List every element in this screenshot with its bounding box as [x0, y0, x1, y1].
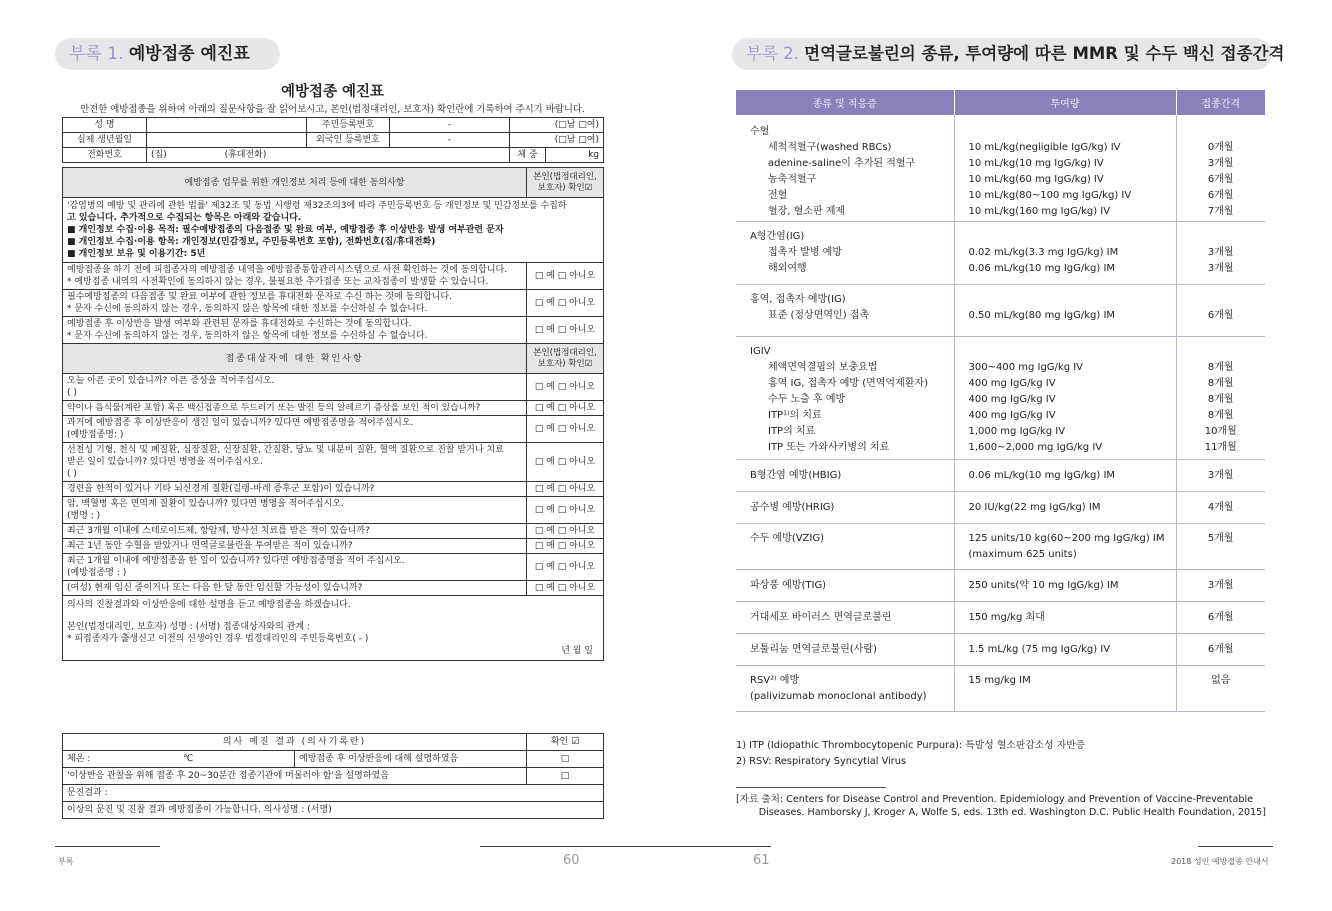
legal-line-4: ■ 개인정보 수집·이용 항목: 개인정보(민감정보, 주민등록번호 포함), 전화번호(집/휴대전화): [67, 237, 436, 247]
name-field[interactable]: [147, 118, 307, 133]
type-item: 세척적혈구(washed RBCs): [768, 142, 892, 153]
question-9: [63, 554, 527, 581]
question-3-blank[interactable]: (예방접종명: ): [67, 430, 124, 440]
legal-line-5: ■ 개인정보 보유 및 이용기간: 5년: [67, 249, 206, 259]
form-intro: 안전한 예방접종을 위하여 아래의 질문사항을 잘 읽어보시고, 본인(법정대리인, 보호자) 확인란에 기록하여 주시기 바랍니다.: [80, 104, 585, 115]
table-row: [736, 570, 1265, 602]
dose-item: 10 mL/kg(10 mg IgG/kg) IV: [968, 158, 1104, 169]
interval-item: 3개월: [1207, 263, 1234, 274]
type-cell: [736, 285, 954, 337]
signature-rrn-line[interactable]: * 피접종자가 출생신고 이전의 신생아인 경우 법정대리인의 주민등록번호( - ): [67, 634, 369, 644]
question-6-text: 암, 백혈병 혹은 면역계 질환이 있습니까? 있다면 병명을 적어주십시오.: [67, 499, 344, 509]
type-item-note: (palivizumab monoclonal antibody): [750, 691, 927, 702]
explain-text: 예방접종 후 이상반응에 대해 설명하였음: [295, 751, 527, 768]
interval-item: 8개월: [1207, 378, 1234, 389]
group-title: A형간염(IG): [750, 231, 805, 242]
interval-cell: [1176, 222, 1265, 285]
interval-cell: 없음: [1176, 666, 1265, 712]
dose-item: 10 mL/kg(negligible IgG/kg) IV: [968, 142, 1121, 153]
col-header-interval: 접종간격: [1176, 90, 1265, 115]
table-row: [736, 634, 1265, 666]
question-9-checkbox[interactable]: □ 예 □ 아니오: [527, 554, 604, 581]
type-item: 혈장, 혈소판 제제: [768, 206, 846, 217]
footnote-rule: [736, 787, 886, 788]
question-6-checkbox[interactable]: □ 예 □ 아니오: [527, 497, 604, 524]
dose-cell: [954, 337, 1176, 460]
dose-item: 0.06 mL/kg(10 mg IgG/kg) IM: [968, 263, 1116, 274]
immunoglobulin-table: [736, 90, 1265, 712]
dose-item-note: (maximum 625 units): [968, 549, 1077, 560]
question-5-checkbox[interactable]: □ 예 □ 아니오: [527, 482, 604, 497]
footer-rule-right-short: [1198, 846, 1273, 847]
dose-item: 300~400 mg IgG/kg IV: [968, 362, 1084, 373]
interval-item: 11개월: [1204, 442, 1237, 453]
consent-item-2-text: 필수예방접종의 다음접종 및 완료 여부에 관한 정보를 휴대전화 문자로 수신 하는 것에 동의합니다.: [67, 292, 452, 302]
footer-section: 부록: [58, 857, 74, 866]
question-10-checkbox[interactable]: □ 예 □ 아니오: [527, 581, 604, 596]
questions-confirm-header: 본인(법정대리인, 보호자) 확인☑: [527, 344, 604, 374]
type-item: 해외여행: [768, 263, 807, 274]
gender-select-1[interactable]: (□남 □여): [510, 118, 604, 133]
source-citation: [736, 793, 1266, 819]
dob-label: 실제 생년월일: [63, 133, 147, 148]
dose-item: 0.02 mL/kg(3.3 mg IgG/kg) IM: [968, 247, 1119, 258]
mobile-phone-label: (휴대전화): [224, 150, 267, 160]
source-line-1: [자료 출처: Centers for Disease Control and Prevention. Epidemiology and Prevention of Vaccine-Preventable: [736, 794, 1254, 805]
table-row: [736, 115, 1265, 222]
consent-question-table: [62, 167, 604, 661]
temperature-label: 체온 :: [67, 754, 91, 764]
interval-item: 6개월: [1207, 190, 1234, 201]
interval-item: 8개월: [1207, 394, 1234, 405]
question-4-text-2: 받은 일이 있습니까? 있다면 병명을 적어주십시오.: [67, 457, 263, 467]
legal-line-3: ■ 개인정보 수집·이용 목적: 필수예방접종의 다음접종 및 완료 여부, 예방접종 후 이상반응 발생 여부관련 문자: [67, 225, 504, 235]
interval-cell: 6개월: [1176, 285, 1265, 337]
table-row: [736, 602, 1265, 634]
dose-item: 1,600~2,000 mg IgG/kg IV: [968, 442, 1103, 453]
consent-confirm-header: 본인(법정대리인, 보호자) 확인☑: [527, 168, 604, 198]
footnotes: [736, 738, 1085, 770]
interval-item: 3개월: [1207, 247, 1234, 258]
footnote-1: 1) ITP (Idiopathic Thrombocytopenic Purpura): 특발성 혈소판감소성 자반증: [736, 740, 1086, 751]
dose-item: 10 mL/kg(60 mg IgG/kg) IV: [968, 174, 1104, 185]
dose-item: 400 mg IgG/kg IV: [968, 410, 1056, 421]
dose-cell: 15 mg/kg IM: [954, 666, 1176, 712]
dose-cell: 1.5 mL/kg (75 mg IgG/kg) IV: [954, 634, 1176, 666]
temperature-unit: ℃: [183, 754, 194, 764]
interval-item: 6개월: [1207, 174, 1234, 185]
question-2-checkbox[interactable]: □ 예 □ 아니오: [527, 401, 604, 416]
question-3-checkbox[interactable]: □ 예 □ 아니오: [527, 416, 604, 443]
question-8: 최근 1년 동안 수혈을 받았거나 면역글로불린을 투여받은 적이 있습니까?: [63, 539, 527, 554]
appendix-2-header: [732, 38, 1285, 70]
col-header-type: 종류 및 적응증: [736, 90, 954, 115]
observe-text: '이상반응 관찰을 위해 접종 후 20~30분간 접종기관에 머물러야 함'을 설명하였음: [63, 768, 527, 785]
table-row: [736, 285, 1265, 337]
question-8-checkbox[interactable]: □ 예 □ 아니오: [527, 539, 604, 554]
consent-item-3-note: * 문자 수신에 동의하지 않는 경우, 동의하지 않은 항목에 대한 정보를 수신하실 수 없습니다.: [67, 331, 428, 341]
consent-legal-text: [63, 198, 604, 263]
footer-rule-right-long: [666, 846, 771, 847]
legal-line-1: '감염병의 예방 및 관리에 관한 법률' 제32조 및 동법 시행령 제32조의3에 따라 주민등록번호 등 개인정보 및 민감정보를 수집하: [67, 201, 567, 211]
appendix-number: 부록 2.: [746, 44, 799, 63]
source-line-2: Diseases. Hamborsky J, Kroger A, Wolfe S, eds. 13th ed. Washington D.C. Public Health Foundation, 2015]: [758, 807, 1266, 818]
gender-select-2[interactable]: (□남 □여): [510, 133, 604, 148]
type-cell: [736, 666, 954, 712]
question-4: [63, 443, 527, 482]
question-9-text: 최근 1개월 이내에 예방접종을 한 일이 있습니까? 있다면 예방접종명을 적어 주십시오.: [67, 556, 405, 566]
table-row: [736, 524, 1265, 570]
consent-item-1-checkbox[interactable]: □ 예 □ 아니오: [527, 263, 604, 290]
question-4-blank[interactable]: ( ): [67, 469, 77, 479]
type-item: ITP¹⁾의 치료: [768, 410, 822, 421]
question-9-blank[interactable]: (예방접종명 : ): [67, 568, 127, 578]
type-item: RSV²⁾ 예방: [750, 675, 800, 686]
type-cell: 공수병 예방(HRIG): [736, 492, 954, 524]
dose-cell: 0.50 mL/kg(80 mg IgG/kg) IM: [954, 285, 1176, 337]
type-cell: 파상풍 예방(TIG): [736, 570, 954, 602]
type-item: adenine-saline이 추가된 적혈구: [768, 158, 916, 169]
interval-cell: 4개월: [1176, 492, 1265, 524]
type-cell: 거대세포 바이러스 면역글로불린: [736, 602, 954, 634]
table-row: [736, 492, 1265, 524]
footer-book-title: 2018 성인 예방접종 안내서: [1171, 857, 1269, 866]
question-7: 최근 3개월 이내에 스테로이드제, 항암제, 방사선 치료를 받은 적이 있습니까?: [63, 524, 527, 539]
result-field[interactable]: 문진결과 :: [63, 785, 604, 802]
phone-label: 전화번호: [63, 148, 147, 163]
temperature-field[interactable]: [63, 751, 295, 768]
type-cell: [736, 337, 954, 460]
appendix-number: 부록 1.: [69, 44, 124, 64]
type-cell: 수두 예방(VZIG): [736, 524, 954, 570]
consent-item-2-checkbox[interactable]: □ 예 □ 아니오: [527, 290, 604, 317]
type-item: 체액면역결핍의 보충요법: [768, 362, 878, 373]
type-cell: [736, 222, 954, 285]
interval-cell: [1176, 115, 1265, 222]
table-row: [736, 460, 1265, 492]
question-6-blank[interactable]: (병명 : ): [67, 511, 101, 521]
interval-item: 8개월: [1207, 410, 1234, 421]
interval-item: 0개월: [1207, 142, 1234, 153]
consent-item-2-note: * 문자 수신에 동의하지 않는 경우, 동의하지 않은 항목에 대한 정보를 수신하실 수 없습니다.: [67, 304, 428, 314]
dose-item: 400 mg IgG/kg IV: [968, 394, 1056, 405]
dose-cell: 0.06 mL/kg(10 mg IgG/kg) IM: [954, 460, 1176, 492]
doctor-confirm-header: 확인 ☑: [527, 734, 604, 751]
dose-cell: 150 mg/kg 최대: [954, 602, 1176, 634]
question-4-checkbox[interactable]: □ 예 □ 아니오: [527, 443, 604, 482]
consent-item-2: [63, 290, 527, 317]
interval-cell: 6개월: [1176, 634, 1265, 666]
interval-item: 8개월: [1207, 362, 1234, 373]
dose-cell: 20 IU/kg(22 mg IgG/kg) IM: [954, 492, 1176, 524]
foreign-id-label: 외국인 등록번호: [307, 133, 390, 148]
type-item: 전혈: [768, 190, 788, 201]
appendix-1-header: [55, 38, 280, 70]
type-cell: 보툴리눔 면역글로불린(사람): [736, 634, 954, 666]
questions-header: 접종대상자에 대한 확인사항: [63, 344, 527, 374]
doctor-table: [62, 733, 604, 819]
interval-cell: 6개월: [1176, 602, 1265, 634]
form-title: 예방접종 예진표: [280, 84, 385, 100]
footnote-2: 2) RSV: Respiratory Syncytial Virus: [736, 756, 907, 767]
identity-table: [62, 117, 604, 163]
consent-item-1: [63, 263, 527, 290]
explain-checkbox[interactable]: □: [527, 751, 604, 768]
appendix-title: 예방접종 예진표: [128, 44, 250, 64]
interval-item: 7개월: [1207, 206, 1234, 217]
foreign-id-dash[interactable]: -: [390, 133, 510, 148]
type-item: 홍역 IG, 접촉자 예방 (면역억제환자): [768, 378, 928, 389]
group-title: 수혈: [750, 126, 770, 137]
interval-cell: 3개월: [1176, 460, 1265, 492]
dose-cell: [954, 222, 1176, 285]
page-number-left: 60: [563, 853, 580, 868]
question-3: [63, 416, 527, 443]
dose-item: 125 units/10 kg(60~200 mg IgG/kg) IM: [968, 533, 1165, 544]
question-7-checkbox[interactable]: □ 예 □ 아니오: [527, 524, 604, 539]
type-item: 농축적혈구: [768, 174, 817, 185]
consent-item-3-text: 예방접종 후 이상반응 발생 여부와 관련된 문자를 휴대전화로 수신하는 것에 동의합니다.: [67, 319, 412, 329]
col-header-dose: 투여량: [954, 90, 1176, 115]
table-row: [736, 222, 1265, 285]
question-10: (여성) 현재 임신 중이거나 또는 다음 한 달 동안 임신할 가능성이 있습니까?: [63, 581, 527, 596]
consent-item-3-checkbox[interactable]: □ 예 □ 아니오: [527, 317, 604, 344]
question-1-text: 오늘 아픈 곳이 있습니까? 아픈 증상을 적어주십시오.: [67, 376, 275, 386]
dose-cell: [954, 115, 1176, 222]
page-number-right: 61: [753, 853, 770, 868]
interval-item: 3개월: [1207, 158, 1234, 169]
group-title: IGIV: [750, 346, 771, 357]
footer-rule-left-short: [55, 846, 160, 847]
table-row: [736, 666, 1265, 712]
interval-cell: [1176, 337, 1265, 460]
consent-item-1-text: 예방접종을 하기 전에 피접종자의 예방접종 내역을 예방접종통합관리시스템으로 사전 확인하는 것에 동의합니다.: [67, 265, 508, 275]
name-label: 성 명: [63, 118, 147, 133]
question-2: 약이나 음식물(계란 포함) 혹은 백신접종으로 두드러기 또는 발진 등의 알레르기 증상을 보인 적이 있습니까?: [63, 401, 527, 416]
type-cell: B형간염 예방(HBIG): [736, 460, 954, 492]
type-item: ITP 또는 가와사키병의 치료: [768, 442, 890, 453]
type-cell: [736, 115, 954, 222]
signature-name-line[interactable]: 본인(법정대리인, 보호자) 성명 : (서명) 접종대상자와의 관계 :: [67, 622, 310, 632]
dob-field[interactable]: [147, 133, 307, 148]
consent-header: 예방접종 업무를 위한 개인정보 처리 등에 대한 동의사항: [63, 168, 527, 198]
question-1: [63, 374, 527, 401]
footer-rule-left-long: [480, 846, 666, 847]
observe-checkbox[interactable]: □: [527, 768, 604, 785]
table-header-row: [736, 90, 1265, 115]
question-4-text-1: 선천성 기형, 천식 및 폐질환, 심장질환, 신장질환, 간질환, 당뇨 및 내분비 질환, 혈액 질환으로 진찰 받거나 치료: [67, 445, 504, 455]
group-title: 홍역, 접촉자 예방(IG): [750, 294, 846, 305]
legal-line-2: 고 있습니다. 추가적으로 수집되는 항목은 아래와 같습니다.: [67, 213, 302, 223]
signature-block: [63, 596, 604, 661]
final-statement[interactable]: 이상의 문진 및 진찰 결과 예방접종이 가능합니다. 의사성명 : (서명): [63, 802, 604, 819]
interval-cell: 3개월: [1176, 570, 1265, 602]
dose-item: 10 mL/kg(160 mg IgG/kg) IV: [968, 206, 1111, 217]
dose-cell: 250 units(약 10 mg IgG/kg) IM: [954, 570, 1176, 602]
weight-field[interactable]: kg: [546, 148, 604, 163]
appendix-title: 면역글로불린의 종류, 투여량에 따른 MMR 및 수두 백신 접종간격: [804, 44, 1285, 63]
type-item: 표준 (정상면역인) 접촉: [768, 310, 870, 321]
home-phone-label: (집): [151, 150, 167, 160]
right-page: [666, 0, 1332, 911]
doctor-header: 의사 예진 결과 (의사기록란): [63, 734, 527, 751]
phone-field[interactable]: [147, 148, 510, 163]
question-3-text: 과거에 예방접종 후 이상반응이 생긴 일이 있습니까? 있다면 예방접종명을 적어주십시오.: [67, 418, 414, 428]
type-item: ITP의 치료: [768, 426, 816, 437]
weight-label: 체 중: [510, 148, 546, 163]
type-item: 수두 노출 후 예방: [768, 394, 846, 405]
interval-cell: 5개월: [1176, 524, 1265, 570]
dose-item: 10 mL/kg(80~100 mg IgG/kg) IV: [968, 190, 1132, 201]
consent-item-1-note: * 예방접종 내역의 사전확인에 동의하지 않는 경우, 불필요한 추가접종 또는 교차접종이 발생할 수 있습니다.: [67, 277, 489, 287]
signature-date-line[interactable]: 년 월 일: [561, 646, 593, 656]
signature-statement: 의사의 진찰결과와 이상반응에 대한 설명을 듣고 예방접종을 하겠습니다.: [67, 600, 351, 610]
question-1-blank[interactable]: ( ): [67, 388, 77, 398]
dose-item: 400 mg IgG/kg IV: [968, 378, 1056, 389]
question-6: [63, 497, 527, 524]
table-row: [736, 337, 1265, 460]
dose-cell: [954, 524, 1176, 570]
dose-item: 1,000 mg IgG/kg IV: [968, 426, 1066, 437]
interval-item: 10개월: [1204, 426, 1237, 437]
question-1-checkbox[interactable]: □ 예 □ 아니오: [527, 374, 604, 401]
consent-item-3: [63, 317, 527, 344]
rrn-dash[interactable]: -: [390, 118, 510, 133]
question-5: 경련을 한적이 있거나 기타 뇌신경계 질환(길랭-바레 증후군 포함)이 있습니까?: [63, 482, 527, 497]
type-item: 접촉자 발병 예방: [768, 247, 842, 258]
rrn-label: 주민등록번호: [307, 118, 390, 133]
